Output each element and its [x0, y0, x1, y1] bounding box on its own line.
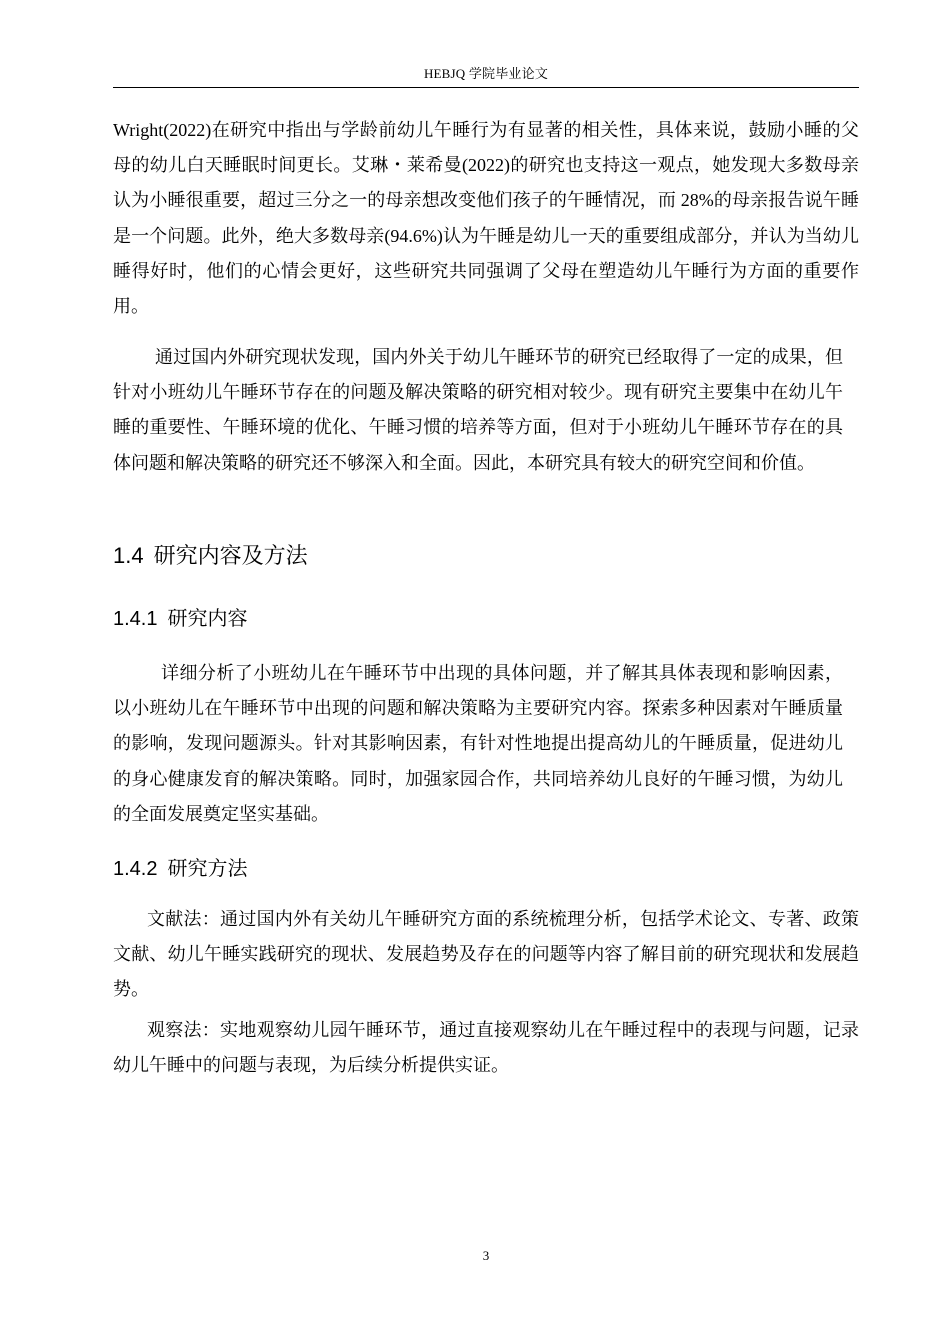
paragraph-parent-role: Wright(2022)在研究中指出与学龄前幼儿午睡行为有显著的相关性，具体来说，鼓励小睡的父母的幼儿白天睡眠时间更长。艾琳・莱希曼(2022)的研究也支持这一观点，她发现大多数母亲认为小睡很重要，超过三分之一的母亲想改变他们孩子的午睡情况，而 28%的母亲报告说午睡是一个问题。此外，绝大多数母亲(94.6%)认为午睡是幼儿一天的重要组成部分，并认为当幼儿睡得好时，他们的心情会更好，这些研究共同强调了父母在塑造幼儿午睡行为方面的重要作用。 [113, 120, 859, 317]
section-title: 研究方法 [167, 858, 248, 880]
section-number: 1.4.1 [113, 608, 158, 630]
section-heading-1-4-2 [113, 855, 247, 883]
section-heading-1-4-1 [113, 605, 247, 633]
section-title: 研究内容及方法 [153, 543, 308, 568]
section-title: 研究内容 [167, 608, 248, 630]
paragraph-research-status-summary: 通过国内外研究现状发现，国内外关于幼儿午睡环节的研究已经取得了一定的成果，但针对小班幼儿午睡环节存在的问题及解决策略的研究相对较少。现有研究主要集中在幼儿午睡的重要性、午睡环境的优化、午睡习惯的培养等方面，但对于小班幼儿午睡环节存在的具体问题和解决策略的研究还不够深入和全面。因此，本研究具有较大的研究空间和价值。 [113, 347, 843, 473]
section-number: 1.4.2 [113, 858, 158, 880]
paragraph-research-content: 详细分析了小班幼儿在午睡环节中出现的具体问题，并了解其具体表现和影响因素，以小班幼儿在午睡环节中出现的问题和解决策略为主要研究内容。探索多种因素对午睡质量的影响，发现问题源头。针对其影响因素，有针对性地提出提高幼儿的午睡质量，促进幼儿的身心健康发育的解决策略。同时，加强家园合作，共同培养幼儿良好的午睡习惯，为幼儿的全面发展奠定坚实基础。 [113, 663, 843, 824]
header-rule [113, 87, 859, 88]
paragraph-observation-method: 观察法：实地观察幼儿园午睡环节，通过直接观察幼儿在午睡过程中的表现与问题，记录幼儿午睡中的问题与表现，为后续分析提供实证。 [113, 1020, 859, 1076]
paragraph-literature-method: 文献法：通过国内外有关幼儿午睡研究方面的系统梳理分析，包括学术论文、专著、政策文献、幼儿午睡实践研究的现状、发展趋势及存在的问题等内容了解目前的研究现状和发展趋势。 [113, 909, 859, 1000]
section-heading-1-4 [113, 541, 308, 571]
running-header: HEBJQ 学院毕业论文 [423, 66, 549, 81]
page-number: 3 [482, 1248, 490, 1263]
section-number: 1.4 [113, 543, 144, 568]
